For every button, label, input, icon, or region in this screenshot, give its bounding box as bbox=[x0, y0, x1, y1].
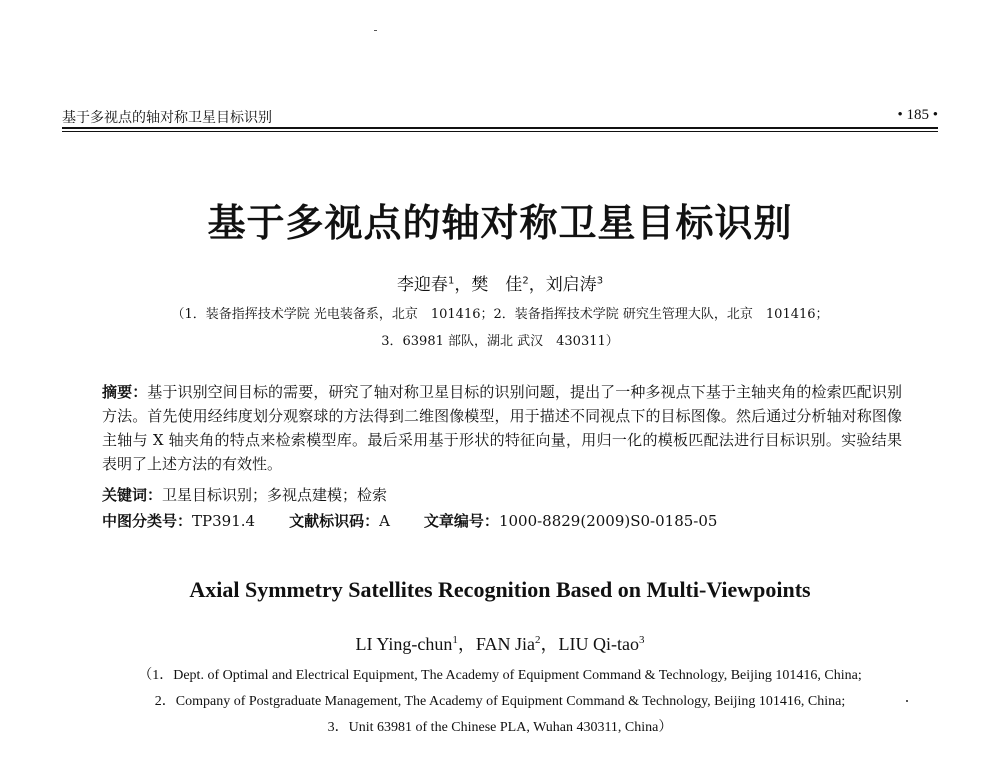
chinese-abstract bbox=[102, 380, 902, 476]
chinese-affiliation-line: （1．装备指挥技术学院 光电装备系，北京 101416；2．装备指挥技术学院 研究生管理大队，北京 101416； bbox=[171, 307, 829, 322]
doc-code-label: 文献标识码： bbox=[289, 512, 380, 530]
author-name: LIU Qi-tao bbox=[558, 634, 639, 654]
scan-speck bbox=[906, 700, 908, 702]
article-number-label: 文章编号： bbox=[423, 512, 499, 530]
keywords-label: 关键词： bbox=[102, 486, 163, 504]
chinese-keywords bbox=[102, 484, 902, 505]
author-name: LI Ying-chun bbox=[355, 634, 453, 654]
author-mark: 2 bbox=[535, 634, 541, 646]
chinese-affiliation-line: 3．63981 部队，湖北 武汉 430311） bbox=[381, 334, 619, 349]
doc-code-value: A bbox=[379, 512, 390, 530]
author-name: FAN Jia bbox=[475, 634, 535, 654]
author-mark: 2 bbox=[522, 275, 529, 287]
english-affiliation-line: 2．Company of Postgraduate Management, The Academy of Equipment Command & Technology, Beijing 101416, China; bbox=[154, 694, 846, 709]
author-name: 李迎春 bbox=[396, 275, 448, 295]
author-separator: ， bbox=[457, 634, 476, 654]
header-rule-thick bbox=[62, 127, 938, 129]
author-mark: 3 bbox=[596, 275, 604, 287]
english-authors bbox=[0, 630, 1000, 656]
clc-label: 中图分类号： bbox=[102, 512, 193, 530]
keywords-text: 卫星目标识别；多视点建模；检索 bbox=[162, 486, 388, 504]
abstract-text: 基于识别空间目标的需要，研究了轴对称卫星目标的识别问题，提出了一种多视点下基于主轴夹角的检索匹配识别方法。首先使用经纬度划分观察球的方法得到二维图像模型，用于描述不同视点下的目标图像。然后通过分析轴对称图像主轴与 X 轴夹角的特点来检索模型库。最后采用基于形状的特征向量，用归一化的模板匹配法进行目标识别。实验结果表明了上述方法的有效性。 bbox=[102, 383, 902, 473]
header-rule-thin bbox=[62, 131, 938, 132]
abstract-label: 摘要： bbox=[102, 383, 148, 401]
chinese-authors bbox=[0, 270, 1000, 295]
author-mark: 1 bbox=[452, 634, 458, 646]
author-name: 刘启涛 bbox=[545, 275, 597, 295]
author-mark: 3 bbox=[638, 634, 645, 646]
english-affiliation-line: 3．Unit 63981 of the Chinese PLA, Wuhan 430311, China） bbox=[327, 720, 673, 735]
author-separator: ， bbox=[540, 634, 559, 654]
classification-line bbox=[102, 510, 902, 531]
english-title: Axial Symmetry Satellites Recognition Based on Multi-Viewpoints bbox=[189, 577, 811, 602]
scan-speck bbox=[374, 30, 377, 31]
author-name: 樊 佳 bbox=[471, 275, 523, 295]
page-number: • 185 • bbox=[897, 107, 938, 123]
author-separator: ， bbox=[528, 275, 546, 295]
running-header bbox=[62, 104, 938, 128]
author-mark: 1 bbox=[447, 275, 455, 287]
running-header-title: 基于多视点的轴对称卫星目标识别 bbox=[62, 110, 272, 126]
article-number-value: 1000-8829(2009)S0-0185-05 bbox=[498, 512, 718, 530]
clc-value: TP391.4 bbox=[192, 512, 256, 530]
chinese-title: 基于多视点的轴对称卫星目标识别 bbox=[207, 200, 793, 245]
english-affiliation-line: （1．Dept. of Optimal and Electrical Equipment, The Academy of Equipment Command & Technology, Beijing 101416, China; bbox=[138, 668, 862, 683]
author-separator: ， bbox=[454, 275, 472, 295]
